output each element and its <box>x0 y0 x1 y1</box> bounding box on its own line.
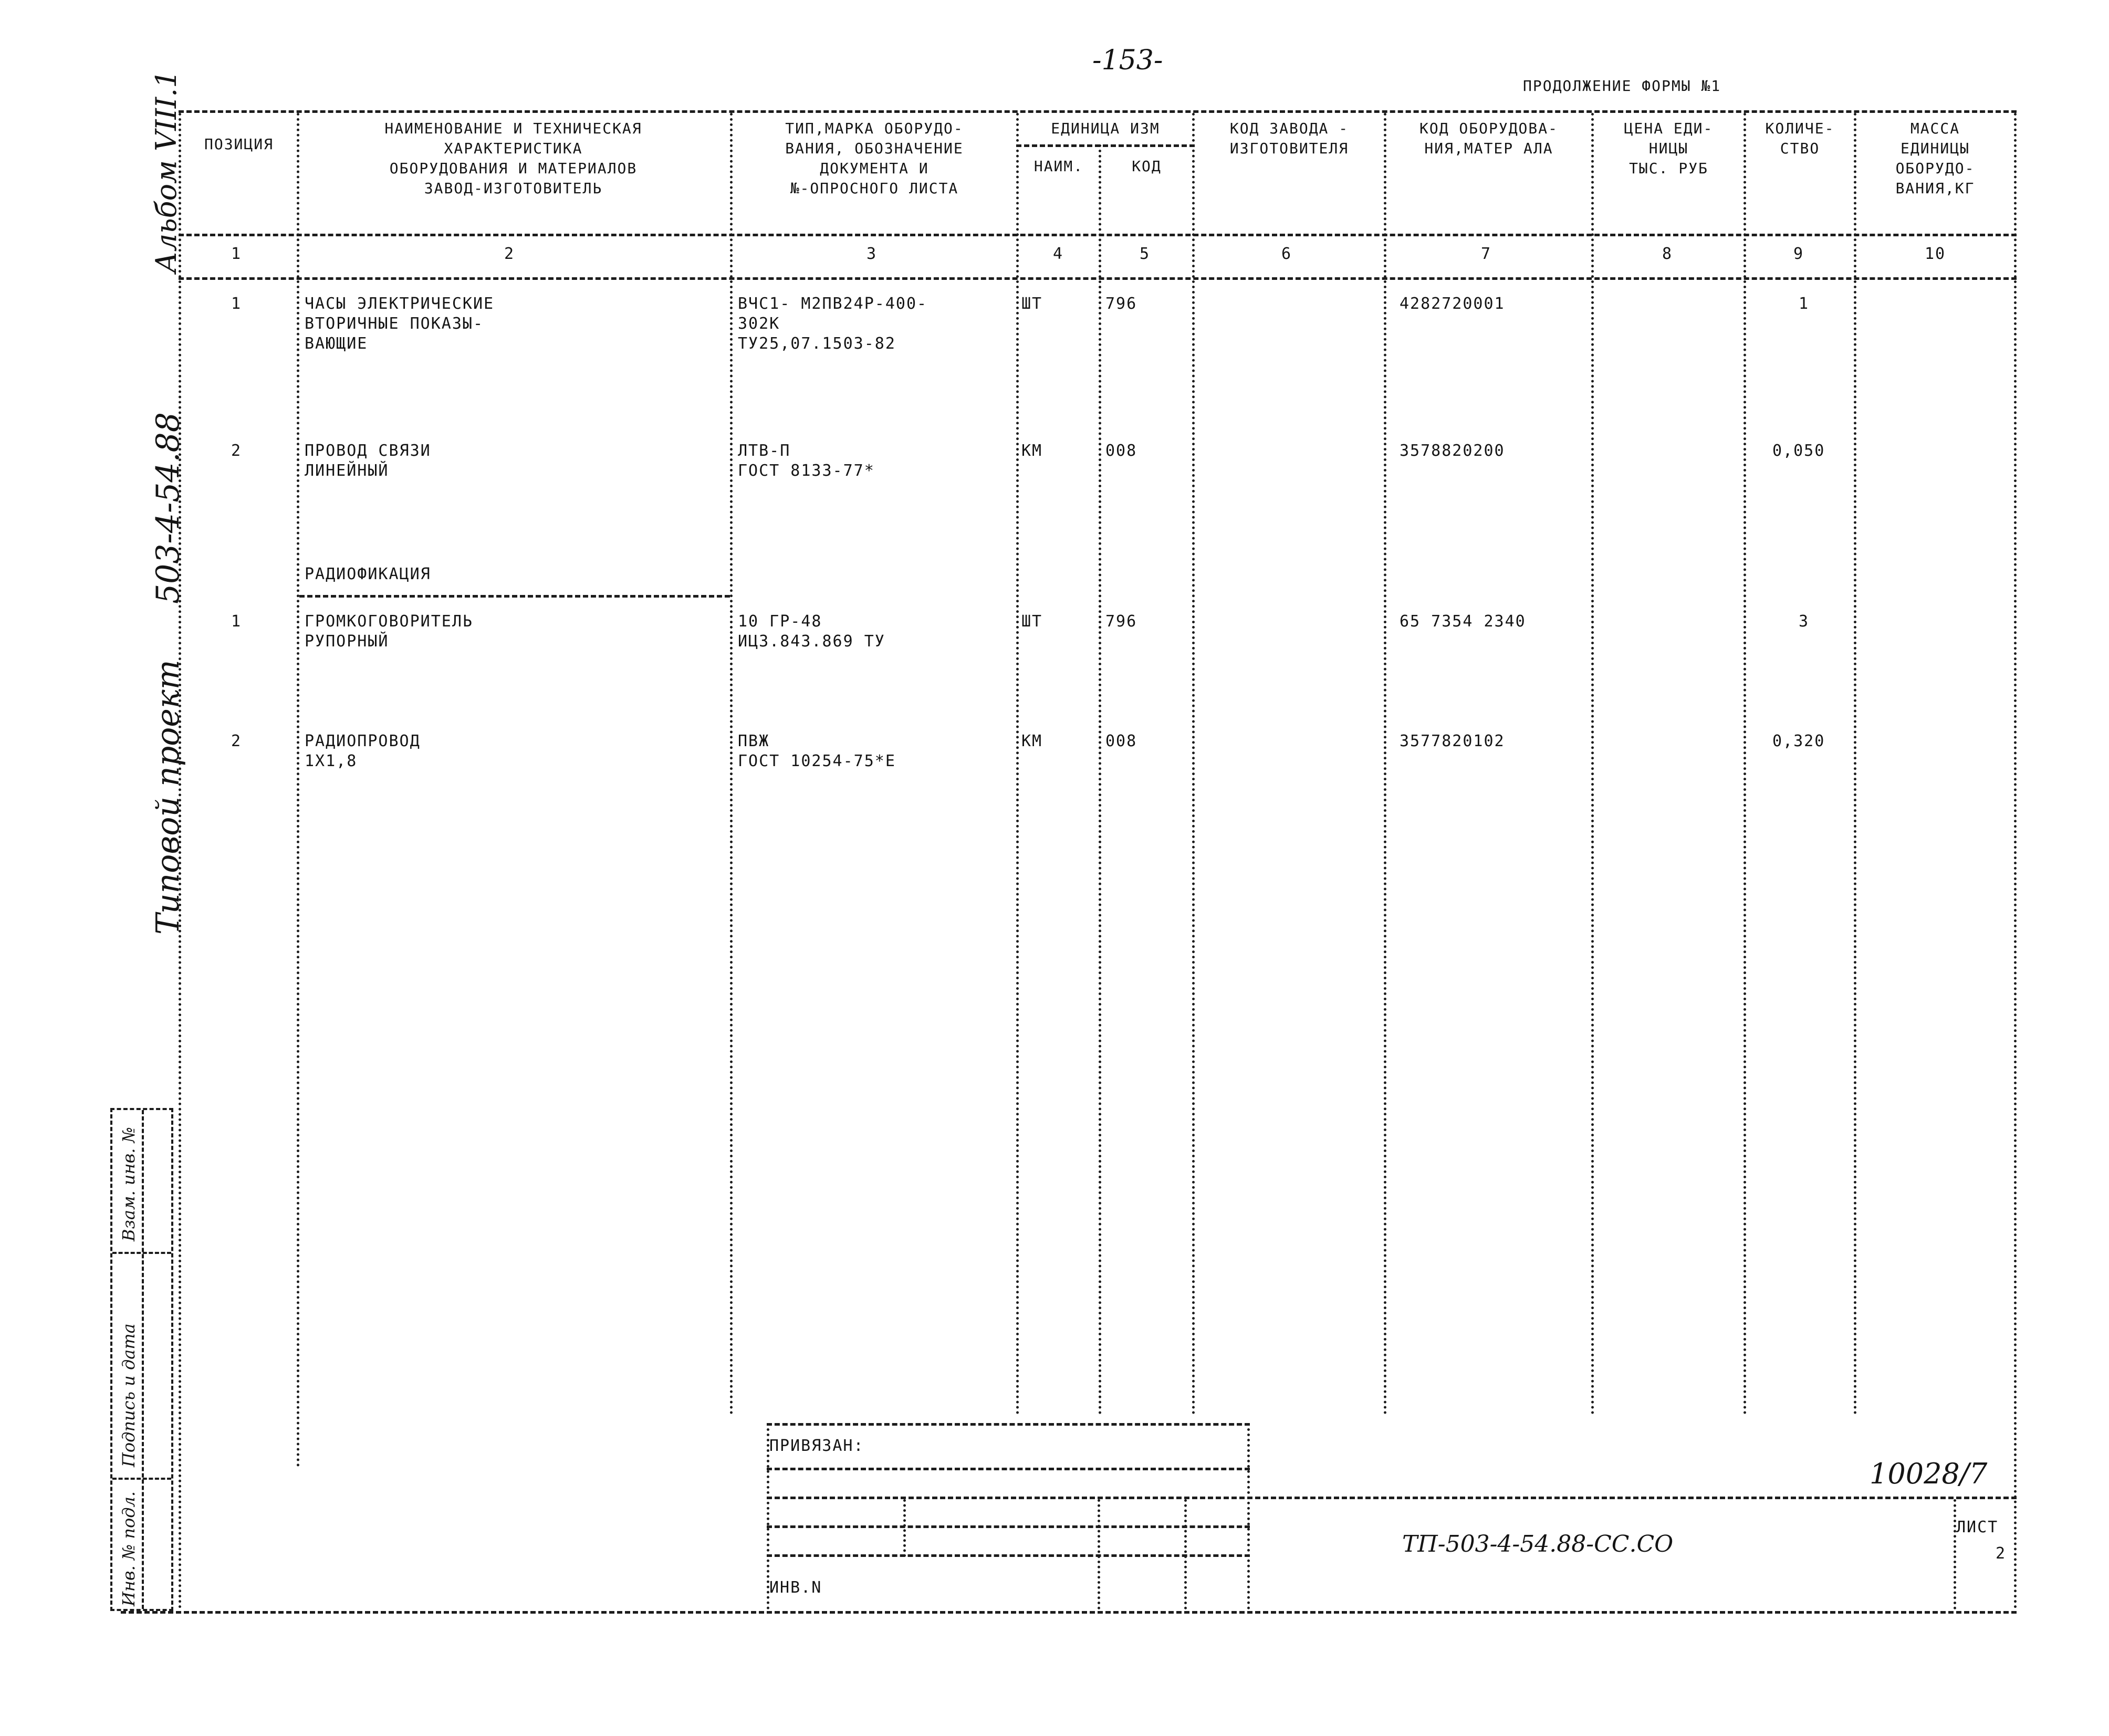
row-type: ВЧС1- М2ПВ24Р-400- 302К ТУ25,07.1503-82 <box>738 295 928 353</box>
order-number: 10028/7 <box>1870 1457 1988 1490</box>
header-col4: НАИМ. <box>1033 158 1084 175</box>
colnum-6: 6 <box>1281 245 1292 263</box>
row-unit-code: 796 <box>1105 612 1137 631</box>
row-name: ГРОМКОГОВОРИТЕЛЬ РУПОРНЫЙ <box>305 612 473 651</box>
row-unit-code: 796 <box>1105 295 1137 313</box>
col-divider-3 <box>1016 113 1019 1415</box>
header-col1: ПОЗИЦИЯ <box>204 135 274 153</box>
row-quantity: 0,320 <box>1772 732 1825 750</box>
document-code: ТП-503-4-54.88-СС.СО <box>1402 1531 1674 1557</box>
colnum-7: 7 <box>1481 245 1492 263</box>
header-col6: КОД ЗАВОДА - ИЗГОТОВИТЕЛЯ <box>1229 120 1349 157</box>
row-unit-code: 008 <box>1105 732 1137 750</box>
page-number: -153- <box>1092 45 1163 76</box>
row-type: ПВЖ ГОСТ 10254-75*Е <box>738 732 896 770</box>
row-equip-code: 3578820200 <box>1400 442 1505 460</box>
stamp-inv-label: Инв. № подл. <box>119 1491 139 1606</box>
colnum-bottom-border <box>179 277 2017 280</box>
section-underline <box>299 595 730 598</box>
project-type-label: Типовой проект <box>150 660 186 935</box>
colnum-5: 5 <box>1140 245 1151 263</box>
row-unit: ШТ <box>1021 295 1043 313</box>
unit-split-line <box>1016 144 1195 147</box>
colnum-1: 1 <box>231 245 242 263</box>
row-position: 2 <box>231 442 242 460</box>
colnum-9: 9 <box>1793 245 1804 263</box>
stamp-sign-label: Подпись и дата <box>119 1323 139 1467</box>
row-quantity: 3 <box>1799 612 1810 631</box>
header-col5: КОД <box>1132 158 1162 175</box>
album-label: Альбом VIII.1 <box>150 70 183 273</box>
continuation-label: ПРОДОЛЖЕНИЕ ФОРМЫ №1 <box>1523 77 1721 95</box>
col-divider-left <box>179 113 181 1609</box>
row-quantity: 1 <box>1799 295 1810 313</box>
section-heading: РАДИОФИКАЦИЯ <box>305 565 431 583</box>
col-divider-4 <box>1099 144 1101 1415</box>
table-bottom-border <box>121 1611 2017 1614</box>
colnum-8: 8 <box>1662 245 1673 263</box>
header-unit: ЕДИНИЦА ИЗМ <box>1051 120 1160 137</box>
inventory-label: ИНВ.N <box>769 1578 822 1597</box>
col-divider-right <box>2014 113 2017 1609</box>
header-col7: КОД ОБОРУДОВА- НИЯ,МАТЕР АЛА <box>1419 120 1558 157</box>
row-type: 10 ГР-48 ИЦЗ.843.869 ТУ <box>738 612 885 651</box>
row-unit: КМ <box>1021 442 1043 460</box>
colnum-4: 4 <box>1053 245 1064 263</box>
row-quantity: 0,050 <box>1772 442 1825 460</box>
header-col9: КОЛИЧЕ- СТВО <box>1765 120 1835 157</box>
stamp-replace-label: Взам. инв. № <box>119 1127 139 1241</box>
header-col2: НАИМЕНОВАНИЕ И ТЕХНИЧЕСКАЯ ХАРАКТЕРИСТИКА ОБОРУДОВАНИЯ И МАТЕРИАЛОВ ЗАВОД-ИЗГОТОВИТЕЛЬ <box>384 120 642 197</box>
col-divider-7 <box>1591 113 1594 1415</box>
colnum-3: 3 <box>866 245 878 263</box>
attached-label: ПРИВЯЗАН: <box>769 1437 864 1455</box>
sheet-label: ЛИСТ <box>1956 1518 1999 1536</box>
row-position: 1 <box>231 612 242 631</box>
row-name: ЧАСЫ ЭЛЕКТРИЧЕСКИЕ ВТОРИЧНЫЕ ПОКАЗЫ- ВАЮЩИЕ <box>305 295 495 353</box>
col-divider-2 <box>730 113 733 1415</box>
col-divider-9 <box>1854 113 1856 1415</box>
row-name: РАДИОПРОВОД 1Х1,8 <box>305 732 421 770</box>
sheet-number: 2 <box>1996 1544 2007 1563</box>
row-position: 2 <box>231 732 242 750</box>
row-name: ПРОВОД СВЯЗИ ЛИНЕЙНЫЙ <box>305 442 431 480</box>
header-bottom-border <box>179 234 2017 236</box>
col-divider-6 <box>1384 113 1386 1415</box>
table-top-border <box>179 110 2017 113</box>
col-divider-8 <box>1743 113 1746 1415</box>
row-unit-code: 008 <box>1105 442 1137 460</box>
row-equip-code: 65 7354 2340 <box>1400 612 1526 631</box>
row-equip-code: 4282720001 <box>1400 295 1505 313</box>
colnum-2: 2 <box>504 245 515 263</box>
row-type: ЛТВ-П ГОСТ 8133-77* <box>738 442 875 480</box>
row-unit: ШТ <box>1021 612 1043 631</box>
row-unit: КМ <box>1021 732 1043 750</box>
header-col8: ЦЕНА ЕДИ- НИЦЫ ТЫС. РУБ <box>1624 120 1714 177</box>
project-code-label: 503-4-54.88 <box>150 412 186 604</box>
header-col10: МАССА ЕДИНИЦЫ ОБОРУДО- ВАНИЯ,КГ <box>1895 120 1975 197</box>
col-divider-1 <box>297 113 299 1468</box>
row-position: 1 <box>231 295 242 313</box>
header-col3: ТИП,МАРКА ОБОРУДО- ВАНИЯ, ОБОЗНАЧЕНИЕ ДОКУМЕНТА И №-ОПРОСНОГО ЛИСТА <box>785 120 964 197</box>
row-equip-code: 3577820102 <box>1400 732 1505 750</box>
colnum-10: 10 <box>1925 245 1946 263</box>
margin-stamp <box>110 1108 173 1611</box>
col-divider-5 <box>1192 113 1195 1415</box>
